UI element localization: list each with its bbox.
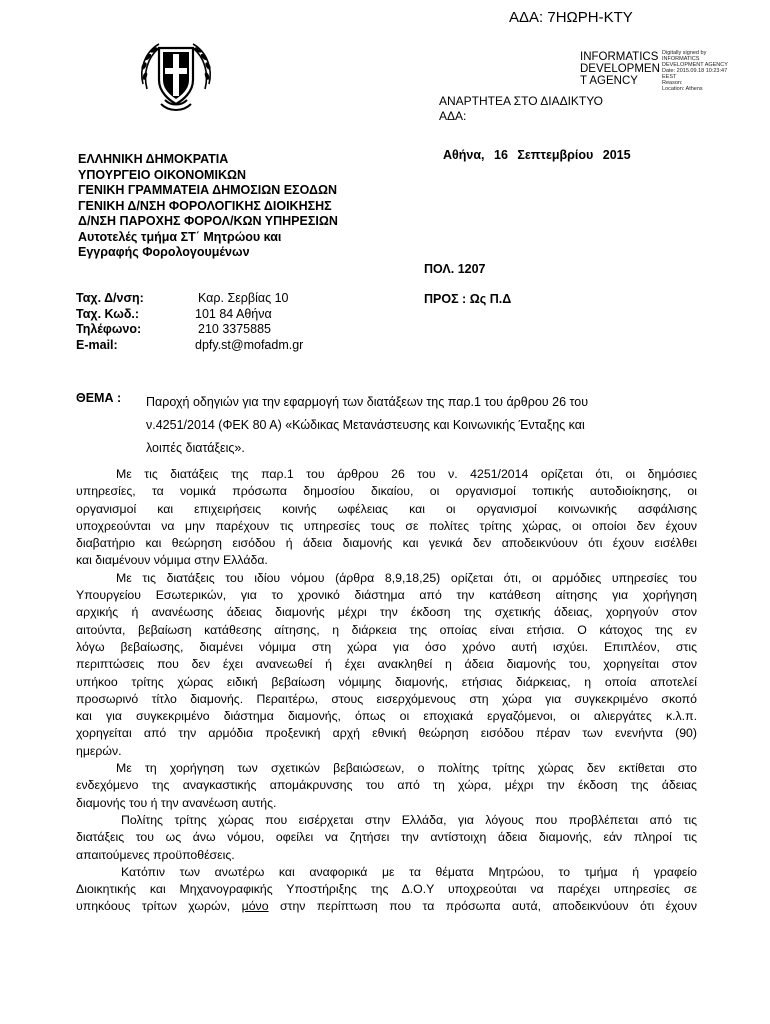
body-line: διαβατήριο και θεώρηση εισόδου ή άδεια διαμονής και γενικά δεν αποδεικνύουν ότι έχουν εισέλθει xyxy=(76,536,697,551)
body-line: λόγω βεβαίωσης, διαμένει νόμιμα στη χώρα για όσο χρόνο αυτή ισχύει. Επιπλέον, στις xyxy=(76,639,697,654)
body-text xyxy=(76,466,697,916)
body-line: υπήκοο τρίτης χώρας ειδική βεβαίωση νόμιμης διαμονής, ετήσιας διάρκειας, η οποία αποτελεί xyxy=(76,674,697,689)
circular-number: ΠΟΛ. 1207 xyxy=(424,262,486,276)
ada-header: ΑΔΑ: 7ΗΩΡΗ-ΚΤΥ xyxy=(509,9,633,26)
body-line: ενδεχόμενο της αναγκαστικής απομάκρυνσης του από τη χώρα, μέχρι την έκδοση της άδειας xyxy=(76,778,697,793)
issuer-block: ΕΛΛΗΝΙΚΗ ΔΗΜΟΚΡΑΤΙΑ ΥΠΟΥΡΓΕΙΟ ΟΙΚΟΝΟΜΙΚΩΝ ΓΕΝΙΚΗ ΓΡΑΜΜΑΤΕΙΑ ΔΗΜΟΣΙΩΝ ΕΣΟΔΩΝ ΓΕΝΙΚΗ Δ/ΝΣΗ ΦΟΡΟΛΟΓΙΚΗΣ ΔΙΟΙΚΗΣΗΣ Δ/ΝΣΗ ΠΑΡΟΧΗΣ ΦΟΡΟΛ/ΚΩΝ ΥΠΗΡΕΣΙΩΝ Αυτοτελές τμήμα ΣΤ΄ Μητρώου και Εγγραφής Φορολογουμένων xyxy=(78,152,338,259)
body-line: διατάξεις του ως άνω νόμου, οφείλει να ζητήσει την αντίστοιχη άδεια διαμονής, εάν πληροί τις xyxy=(76,830,697,845)
digital-signature-details: Digitally signed by INFORMATICS DEVELOPMENT AGENCY Date: 2015.09.18 10:23:47 EEST Reason: Location: Athens xyxy=(662,50,728,92)
signer-name: INFORMATICS DEVELOPMEN T AGENCY xyxy=(580,51,660,87)
body-line: και για συγκεκριμένο διάστημα διαμονής, όπως οι εποχιακά εργαζόμενοι, οι αλιεργάτες κ.λ.π. xyxy=(76,709,697,724)
body-line: Πολίτης τρίτης χώρας που εισέρχεται στην Ελλάδα, για λόγους που προβλέπεται από τις xyxy=(121,812,697,827)
body-line: Κατόπιν των ανωτέρω και αναφορικά με τα θέματα Μητρώου, το τμήμα ή γραφείο xyxy=(121,864,697,879)
email-link[interactable]: dpfy.st@mofadm.gr xyxy=(195,337,304,352)
subject-label: ΘΕΜΑ : xyxy=(76,391,122,405)
subject-text: Παροχή οδηγιών για την εφαρμογή των διατάξεων της παρ.1 του άρθρου 26 του ν.4251/2014 (ΦΕΚ 80 Α) «Κώδικας Μετανάστευσης και Κοινωνικής Ένταξης και λοιπές διατάξεις». xyxy=(146,395,589,455)
underlined-word: μόνο xyxy=(241,899,269,914)
posting-notice: ΑΝΑΡΤΗΤΕΑ ΣΤΟ ΔΙΑΔΙΚΤΥΟ ΑΔΑ: xyxy=(439,94,603,123)
body-line: προσωρινό τίτλο διαμονής. Περαιτέρω, στους εισερχόμενους στη χώρα για συγκεκριμένο σκοπό xyxy=(76,691,697,706)
greek-emblem-icon xyxy=(135,34,217,116)
body-line: και διαμένουν νόμιμα στην Ελλάδα. xyxy=(76,553,268,568)
body-line: διαμονής του ή την ανανέωση αυτής. xyxy=(76,795,277,810)
body-line: αρχικής ή ανανέωσης άδειας διαμονής μέχρι την έκδοση της σχετικής άδειας, χορηγούν στον xyxy=(76,605,697,620)
document-date: Αθήνα, 16 Σεπτεμβρίου 2015 xyxy=(443,148,631,162)
body-line: Διοικητικής και Μηχανογραφικής Υποστήριξης της Δ.Ο.Υ υποχρεούται να παρέχει υπηρεσίες σε xyxy=(76,882,697,897)
body-line: οργανισμοί και επιχειρήσεις κοινής ωφέλειας και οι οργανισμοί κοινωνικής ασφάλισης xyxy=(76,501,697,516)
body-line: απαιτούμενες προϋποθέσεις. xyxy=(76,847,235,862)
body-line: περιπτώσεις που δεν έχει ανανεωθεί ή έχει ανακληθεί η άδεια διαμονής του, χορηγείται στον xyxy=(76,657,697,672)
body-line: υποχρεούνται να μην παρέχουν τις υπηρεσίες τους σε πολίτες τρίτης χώρας, οι οποίοι δεν έχουν xyxy=(76,518,697,533)
body-line: Με τις διατάξεις της παρ.1 του άρθρου 26 του ν. 4251/2014 ορίζεται ότι, οι δημόσιες xyxy=(116,467,697,481)
body-line: χορηγείται από την αρμόδια προξενική αρχή εθνική θεώρηση εισόδου πέραν των ενενήντα (90) xyxy=(76,726,697,741)
body-line: Με τις διατάξεις του ιδίου νόμου (άρθρα 8,9,18,25) ορίζεται ότι, οι αρμόδιες υπηρεσίες του xyxy=(116,570,697,585)
body-line: αιτούντα, βεβαίωση κατάθεσης αίτησης, η διάρκεια της οποίας είναι ετήσια. Ο κάτοχος της εν xyxy=(76,622,697,637)
body-line: υπηρεσίες, τα νομικά πρόσωπα δημοσίου δικαίου, οι οργανισμοί τοπικής αυτοδιοίκησης, οι xyxy=(76,484,697,499)
body-line: Υπουργείου Εσωτερικών, για το χρονικό διάστημα από την κατάθεση αίτησης για χορήγηση xyxy=(76,588,697,603)
body-line: ημερών. xyxy=(76,743,122,758)
recipients: ΠΡΟΣ : Ως Π.Δ xyxy=(424,292,512,306)
body-line-final: υπηκόους τρίτων χωρών, μόνο στην περίπτωση που τα πρόσωπα αυτά, αποδεικνύουν ότι έχουν xyxy=(76,899,697,914)
body-line: Με τη χορήγηση των σχετικών βεβαιώσεων, ο πολίτης τρίτης χώρας δεν εκτίθεται στο xyxy=(116,761,697,776)
